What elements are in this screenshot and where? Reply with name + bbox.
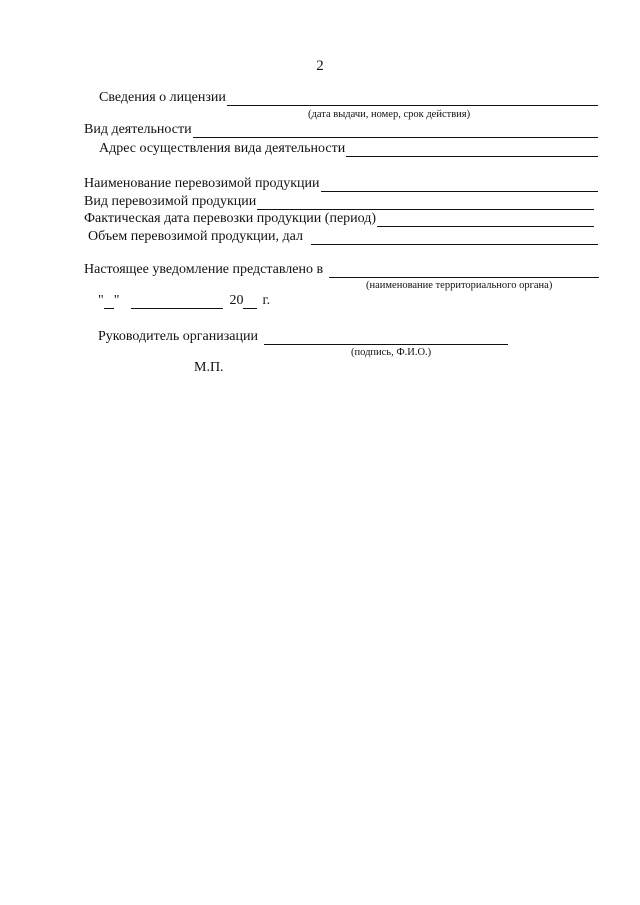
head-label: Руководитель организации	[98, 329, 258, 344]
month-blank[interactable]	[131, 296, 223, 309]
product-name-label: Наименование перевозимой продукции	[84, 176, 320, 191]
product-volume-field	[88, 229, 598, 245]
activity-address-field	[99, 141, 598, 157]
activity-type-field	[84, 122, 598, 138]
product-name-field	[84, 176, 598, 192]
year-blank[interactable]	[243, 296, 257, 309]
activity-address-blank[interactable]	[346, 144, 598, 157]
activity-type-label: Вид деятельности	[84, 122, 192, 137]
seal-place: М.П.	[194, 360, 224, 375]
transport-date-field	[84, 211, 594, 227]
product-type-blank[interactable]	[257, 197, 594, 210]
date-quote-open: "	[98, 293, 104, 308]
license-field	[99, 90, 598, 106]
head-field	[98, 329, 508, 345]
activity-address-label: Адрес осуществления вида деятельности	[99, 141, 346, 156]
license-label: Сведения о лицензии	[99, 90, 226, 105]
head-hint: (подпись, Ф.И.О.)	[351, 347, 432, 358]
license-hint: (дата выдачи, номер, срок действия)	[308, 109, 471, 120]
product-name-blank[interactable]	[321, 179, 598, 192]
submitted-to-hint: (наименование территориального органа)	[366, 280, 553, 291]
submitted-to-label: Настоящее уведомление представлено в	[84, 262, 324, 277]
year-suffix: г.	[262, 293, 271, 308]
product-volume-label: Объем перевозимой продукции, дал	[88, 229, 303, 244]
product-type-label: Вид перевозимой продукции	[84, 194, 257, 209]
product-volume-blank[interactable]	[311, 232, 598, 245]
date-quote-close: "	[113, 293, 120, 308]
submitted-to-blank[interactable]	[329, 265, 599, 278]
day-blank[interactable]	[104, 296, 114, 309]
license-blank[interactable]	[227, 93, 598, 106]
year-prefix: 20	[229, 293, 244, 308]
activity-type-blank[interactable]	[193, 125, 598, 138]
page-number: 2	[316, 58, 324, 74]
submitted-to-field	[84, 262, 599, 278]
head-signature-blank[interactable]	[264, 332, 508, 345]
product-type-field	[84, 194, 594, 210]
transport-date-blank[interactable]	[377, 214, 594, 227]
transport-date-label: Фактическая дата перевозки продукции (период)	[84, 211, 377, 226]
date-field	[98, 293, 270, 309]
